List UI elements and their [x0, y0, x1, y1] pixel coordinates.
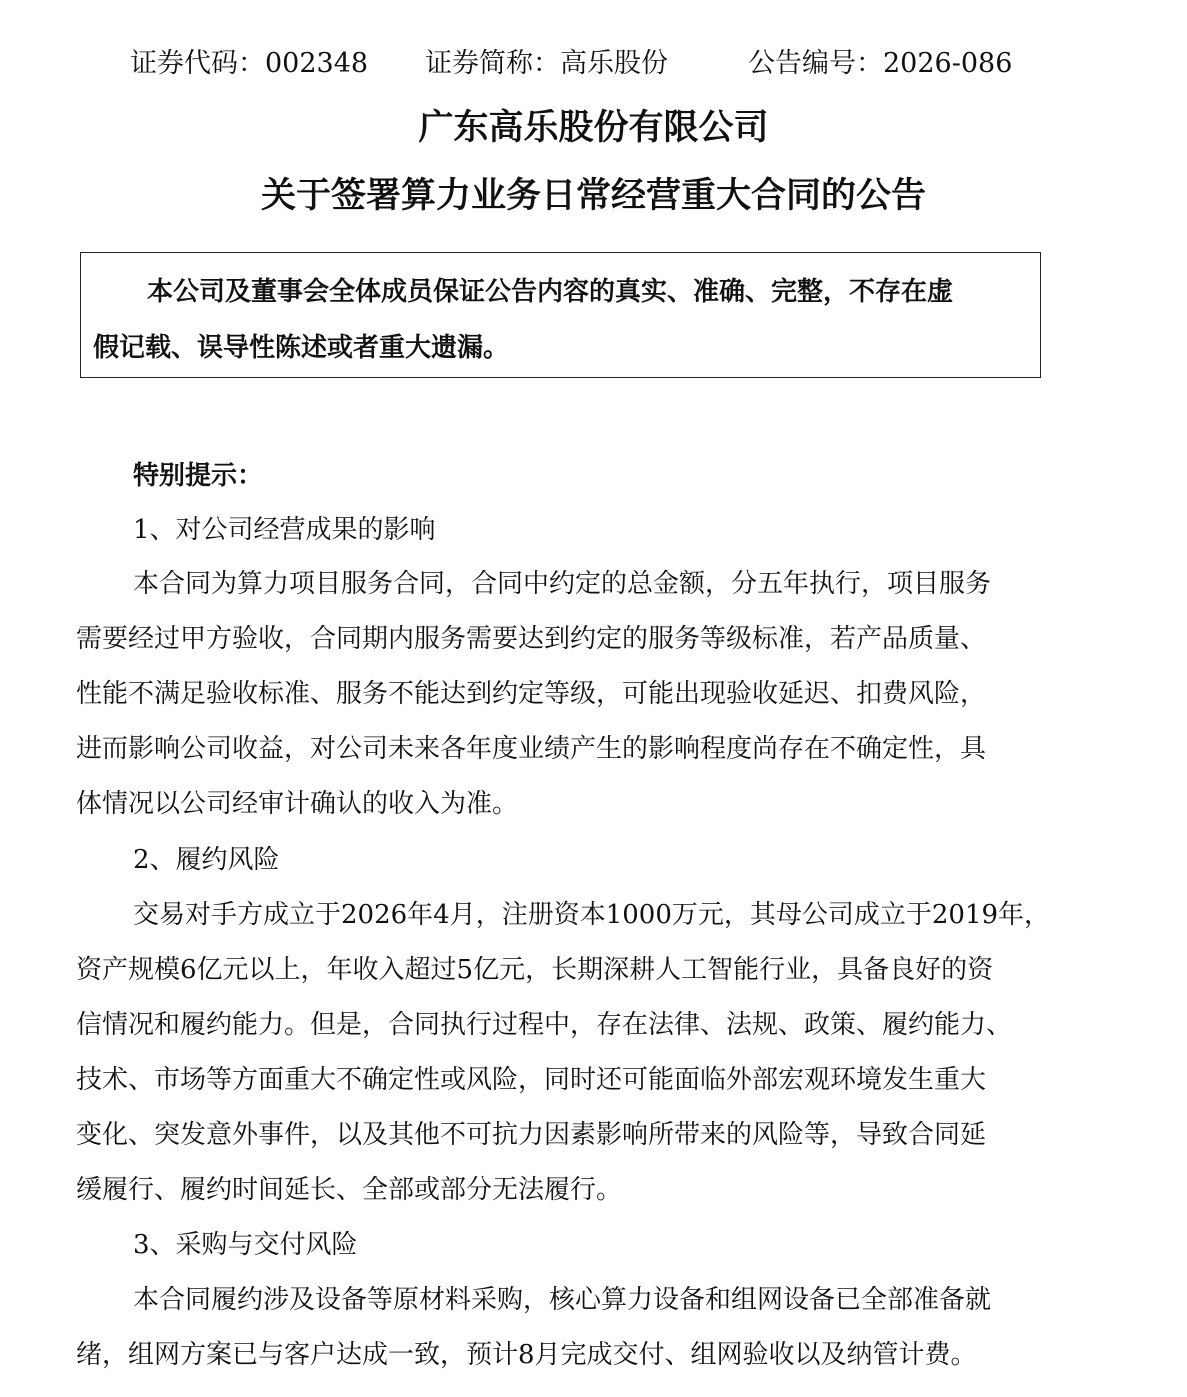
section-heading: 3、采购与交付风险 — [133, 1230, 358, 1260]
security-code: 证券代码：002348 — [130, 48, 369, 79]
paragraph-line: 资产规模6亿元以上，年收入超过5亿元，长期深耕人工智能行业，具备良好的资 — [76, 955, 994, 985]
paragraph-line: 体情况以公司经审计确认的收入为准。 — [76, 789, 519, 819]
section-heading: 1、对公司经营成果的影响 — [133, 515, 436, 545]
paragraph-line: 信情况和履约能力。但是，合同执行过程中，存在法律、法规、政策、履约能力、 — [76, 1010, 1013, 1040]
announcement-number: 公告编号：2026-086 — [748, 48, 1013, 79]
statement-line: 假记载、误导性陈述或者重大遗漏。 — [93, 333, 510, 363]
paragraph-line: 性能不满足验收标准、服务不能达到约定等级，可能出现验收延迟、扣费风险， — [76, 679, 987, 709]
paragraph-line: 进而影响公司收益，对公司未来各年度业绩产生的影响程度尚存在不确定性，具 — [76, 734, 987, 764]
paragraph-line: 技术、市场等方面重大不确定性或风险，同时还可能面临外部宏观环境发生重大 — [76, 1065, 987, 1095]
statement-line: 本公司及董事会全体成员保证公告内容的真实、准确、完整，不存在虚 — [147, 277, 954, 307]
security-abbreviation: 证券简称：高乐股份 — [425, 48, 668, 79]
announcement-header — [0, 44, 1187, 84]
announcement-title: 关于签署算力业务日常经营重大合同的公告 — [260, 176, 926, 216]
paragraph-line: 本合同为算力项目服务合同，合同中约定的总金额，分五年执行，项目服务 — [133, 569, 992, 599]
special-notice-heading: 特别提示： — [133, 461, 264, 491]
paragraph-line: 绪，组网方案已与客户达成一致，预计8月完成交付、组网验收以及纳管计费。 — [76, 1340, 977, 1370]
paragraph-line: 交易对手方成立于2026年4月，注册资本1000万元，其母公司成立于2019年， — [133, 900, 1051, 930]
paragraph-line: 变化、突发意外事件，以及其他不可抗力因素影响所带来的风险等，导致合同延 — [76, 1120, 987, 1150]
paragraph-line: 本合同履约涉及设备等原材料采购，核心算力设备和组网设备已全部准备就 — [133, 1285, 992, 1315]
board-statement-box — [80, 252, 1041, 378]
paragraph-line: 缓履行、履约时间延长、全部或部分无法履行。 — [76, 1175, 623, 1205]
section-heading: 2、履约风险 — [133, 845, 280, 875]
company-title: 广东高乐股份有限公司 — [418, 108, 769, 148]
paragraph-line: 需要经过甲方验收，合同期内服务需要达到约定的服务等级标准，若产品质量、 — [76, 624, 987, 654]
